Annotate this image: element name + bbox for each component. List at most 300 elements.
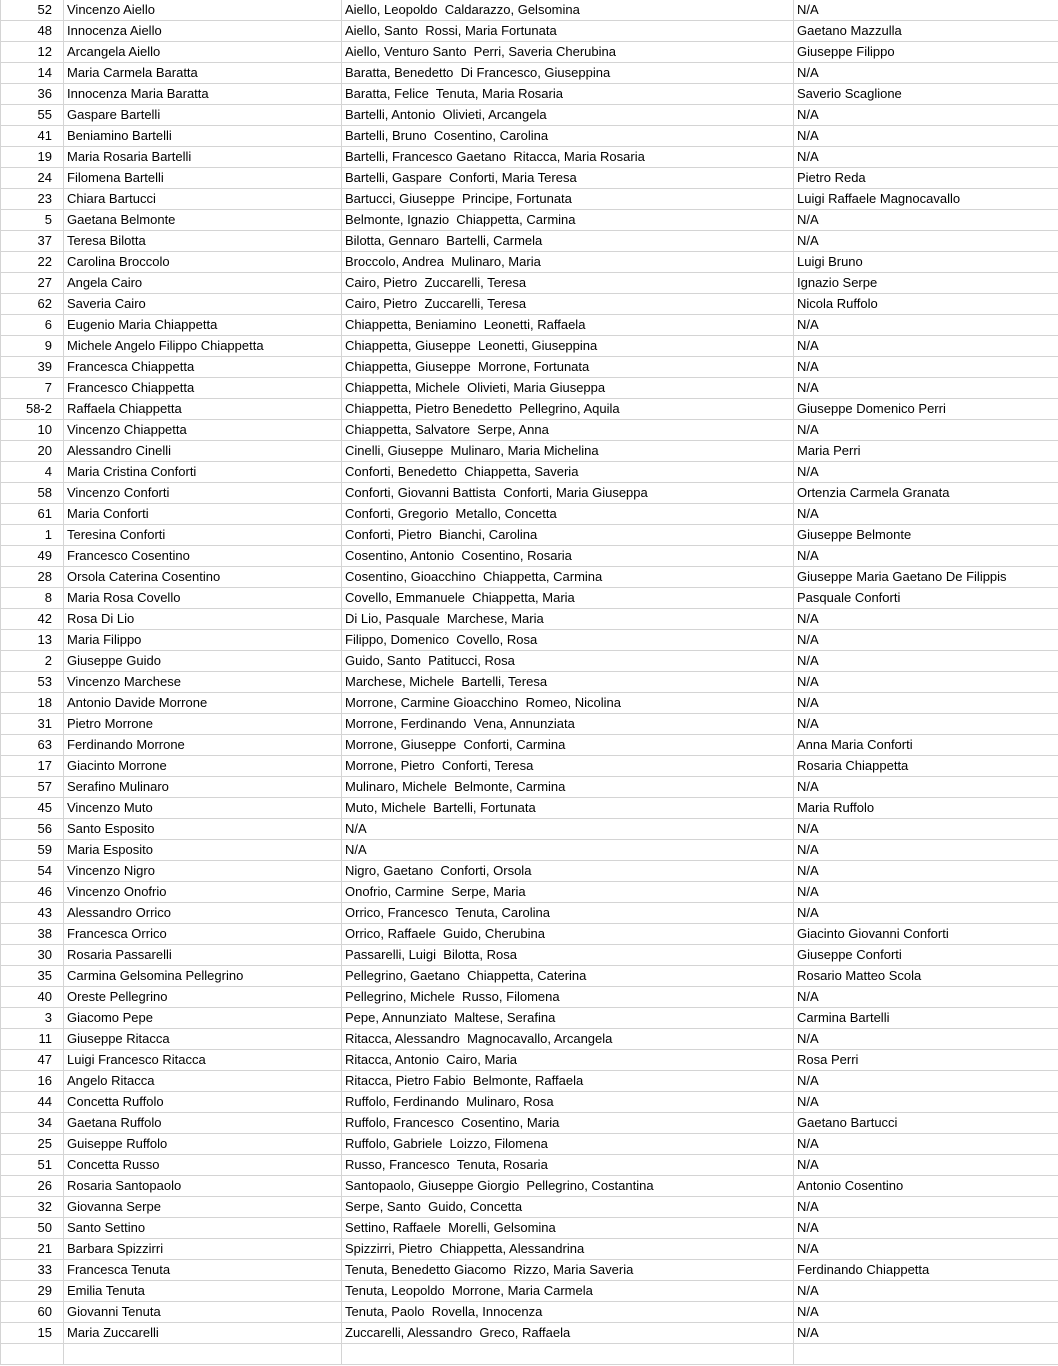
spouse-cell[interactable]: N/A [794, 1302, 1058, 1323]
table-row [1, 441, 1058, 462]
parents-cell[interactable]: Conforti, Pietro Bianchi, Carolina [342, 525, 794, 546]
record-id-cell[interactable]: 19 [1, 147, 64, 168]
person-name-cell[interactable]: Antonio Davide Morrone [64, 693, 342, 714]
parents-cell[interactable]: Orrico, Francesco Tenuta, Carolina [342, 903, 794, 924]
parents-cell[interactable]: Morrone, Giuseppe Conforti, Carmina [342, 735, 794, 756]
spouse-cell[interactable]: Giuseppe Maria Gaetano De Filippis [794, 567, 1058, 588]
person-name-cell[interactable]: Gaspare Bartelli [64, 105, 342, 126]
parents-cell[interactable]: Chiappetta, Salvatore Serpe, Anna [342, 420, 794, 441]
parents-cell[interactable]: Cairo, Pietro Zuccarelli, Teresa [342, 273, 794, 294]
spouse-cell[interactable]: N/A [794, 504, 1058, 525]
parents-cell[interactable]: Serpe, Santo Guido, Concetta [342, 1197, 794, 1218]
record-id-cell[interactable]: 32 [1, 1197, 64, 1218]
person-name-cell[interactable]: Ferdinando Morrone [64, 735, 342, 756]
record-id-cell[interactable]: 51 [1, 1155, 64, 1176]
table-row [1, 546, 1058, 567]
spouse-cell[interactable]: N/A [794, 147, 1058, 168]
table-row [1, 294, 1058, 315]
person-name-cell[interactable]: Giacomo Pepe [64, 1008, 342, 1029]
parents-cell[interactable]: Pellegrino, Gaetano Chiappetta, Caterina [342, 966, 794, 987]
parents-cell[interactable]: Aiello, Leopoldo Caldarazzo, Gelsomina [342, 0, 794, 21]
person-name-cell[interactable]: Rosaria Santopaolo [64, 1176, 342, 1197]
spouse-cell[interactable]: N/A [794, 777, 1058, 798]
record-id-cell[interactable]: 63 [1, 735, 64, 756]
person-name-cell[interactable]: Maria Filippo [64, 630, 342, 651]
spouse-cell[interactable]: N/A [794, 1155, 1058, 1176]
record-id-cell[interactable]: 59 [1, 840, 64, 861]
record-id-cell[interactable]: 8 [1, 588, 64, 609]
spouse-cell[interactable]: N/A [794, 1218, 1058, 1239]
table-row [1, 1344, 1058, 1365]
spouse-cell[interactable]: N/A [794, 1323, 1058, 1344]
person-name-cell[interactable]: Vincenzo Marchese [64, 672, 342, 693]
parents-cell[interactable]: Ritacca, Antonio Cairo, Maria [342, 1050, 794, 1071]
spouse-cell[interactable]: N/A [794, 651, 1058, 672]
person-name-cell[interactable]: Innocenza Aiello [64, 21, 342, 42]
table-row [1, 903, 1058, 924]
spouse-cell[interactable]: N/A [794, 0, 1058, 21]
spouse-cell[interactable]: Luigi Bruno [794, 252, 1058, 273]
record-id-cell[interactable]: 25 [1, 1134, 64, 1155]
record-id-cell[interactable]: 21 [1, 1239, 64, 1260]
parents-cell[interactable]: Tenuta, Benedetto Giacomo Rizzo, Maria Saveria [342, 1260, 794, 1281]
record-id-cell[interactable]: 55 [1, 105, 64, 126]
table-row [1, 84, 1058, 105]
person-name-cell[interactable]: Vincenzo Chiappetta [64, 420, 342, 441]
person-name-cell[interactable]: Filomena Bartelli [64, 168, 342, 189]
record-id-cell[interactable]: 30 [1, 945, 64, 966]
person-name-cell[interactable]: Guiseppe Ruffolo [64, 1134, 342, 1155]
spouse-cell[interactable]: N/A [794, 630, 1058, 651]
spouse-cell[interactable]: N/A [794, 357, 1058, 378]
parents-cell[interactable]: Conforti, Giovanni Battista Conforti, Maria Giuseppa [342, 483, 794, 504]
spouse-cell[interactable] [794, 1344, 1058, 1365]
parents-cell[interactable]: Guido, Santo Patitucci, Rosa [342, 651, 794, 672]
record-id-cell[interactable]: 7 [1, 378, 64, 399]
person-name-cell[interactable]: Carmina Gelsomina Pellegrino [64, 966, 342, 987]
person-name-cell[interactable]: Francesco Cosentino [64, 546, 342, 567]
parents-cell[interactable]: Morrone, Ferdinando Vena, Annunziata [342, 714, 794, 735]
parents-cell[interactable]: Bartelli, Gaspare Conforti, Maria Teresa [342, 168, 794, 189]
person-name-cell[interactable]: Saveria Cairo [64, 294, 342, 315]
record-id-cell[interactable]: 10 [1, 420, 64, 441]
table-row [1, 483, 1058, 504]
spouse-cell[interactable]: N/A [794, 1197, 1058, 1218]
record-id-cell[interactable]: 6 [1, 315, 64, 336]
table-row [1, 357, 1058, 378]
parents-cell[interactable]: Ritacca, Pietro Fabio Belmonte, Raffaela [342, 1071, 794, 1092]
person-name-cell[interactable]: Vincenzo Muto [64, 798, 342, 819]
person-name-cell[interactable]: Orsola Caterina Cosentino [64, 567, 342, 588]
person-name-cell[interactable]: Francesco Chiappetta [64, 378, 342, 399]
parents-cell[interactable]: Baratta, Benedetto Di Francesco, Giuseppina [342, 63, 794, 84]
table-row [1, 1323, 1058, 1344]
table-row [1, 924, 1058, 945]
parents-cell[interactable]: Ritacca, Alessandro Magnocavallo, Arcangela [342, 1029, 794, 1050]
spouse-cell[interactable]: Pasquale Conforti [794, 588, 1058, 609]
table-row [1, 336, 1058, 357]
spouse-cell[interactable]: Pietro Reda [794, 168, 1058, 189]
person-name-cell[interactable]: Raffaela Chiappetta [64, 399, 342, 420]
spouse-cell[interactable]: Maria Ruffolo [794, 798, 1058, 819]
person-name-cell[interactable]: Giacinto Morrone [64, 756, 342, 777]
record-id-cell[interactable]: 41 [1, 126, 64, 147]
person-name-cell[interactable]: Eugenio Maria Chiappetta [64, 315, 342, 336]
parents-cell[interactable]: Settino, Raffaele Morelli, Gelsomina [342, 1218, 794, 1239]
person-name-cell[interactable]: Maria Rosa Covello [64, 588, 342, 609]
parents-cell[interactable]: Marchese, Michele Bartelli, Teresa [342, 672, 794, 693]
parents-cell[interactable]: Covello, Emmanuele Chiappetta, Maria [342, 588, 794, 609]
person-name-cell[interactable]: Rosaria Passarelli [64, 945, 342, 966]
person-name-cell[interactable]: Alessandro Cinelli [64, 441, 342, 462]
spouse-cell[interactable]: Ortenzia Carmela Granata [794, 483, 1058, 504]
person-name-cell[interactable]: Concetta Russo [64, 1155, 342, 1176]
parents-cell[interactable]: Cinelli, Giuseppe Mulinaro, Maria Michelina [342, 441, 794, 462]
spouse-cell[interactable]: N/A [794, 840, 1058, 861]
parents-cell[interactable]: Nigro, Gaetano Conforti, Orsola [342, 861, 794, 882]
record-id-cell[interactable]: 20 [1, 441, 64, 462]
spouse-cell[interactable]: Giuseppe Filippo [794, 42, 1058, 63]
spouse-cell[interactable]: Rosaria Chiappetta [794, 756, 1058, 777]
record-id-cell[interactable]: 29 [1, 1281, 64, 1302]
person-name-cell[interactable]: Giuseppe Ritacca [64, 1029, 342, 1050]
record-id-cell[interactable]: 62 [1, 294, 64, 315]
parents-cell[interactable]: Chiappetta, Michele Olivieti, Maria Giuseppa [342, 378, 794, 399]
person-name-cell[interactable]: Arcangela Aiello [64, 42, 342, 63]
person-name-cell[interactable]: Vincenzo Conforti [64, 483, 342, 504]
record-id-cell[interactable]: 31 [1, 714, 64, 735]
record-id-cell[interactable]: 4 [1, 462, 64, 483]
table-row [1, 861, 1058, 882]
record-id-cell[interactable]: 47 [1, 1050, 64, 1071]
spouse-cell[interactable]: N/A [794, 987, 1058, 1008]
spouse-cell[interactable]: Giacinto Giovanni Conforti [794, 924, 1058, 945]
parents-cell[interactable]: Pepe, Annunziato Maltese, Serafina [342, 1008, 794, 1029]
parents-cell[interactable]: Passarelli, Luigi Bilotta, Rosa [342, 945, 794, 966]
record-id-cell[interactable]: 36 [1, 84, 64, 105]
record-id-cell[interactable]: 56 [1, 819, 64, 840]
spouse-cell[interactable]: N/A [794, 210, 1058, 231]
person-name-cell[interactable]: Teresa Bilotta [64, 231, 342, 252]
spouse-cell[interactable]: Saverio Scaglione [794, 84, 1058, 105]
person-name-cell[interactable]: Giuseppe Guido [64, 651, 342, 672]
records-table-body [1, 0, 1058, 1365]
person-name-cell[interactable]: Rosa Di Lio [64, 609, 342, 630]
table-row [1, 1155, 1058, 1176]
record-id-cell[interactable]: 53 [1, 672, 64, 693]
parents-cell[interactable]: Orrico, Raffaele Guido, Cherubina [342, 924, 794, 945]
record-id-cell[interactable]: 34 [1, 1113, 64, 1134]
record-id-cell[interactable]: 58-2 [1, 399, 64, 420]
person-name-cell[interactable]: Vincenzo Aiello [64, 0, 342, 21]
record-id-cell[interactable]: 45 [1, 798, 64, 819]
parents-cell[interactable]: Conforti, Gregorio Metallo, Concetta [342, 504, 794, 525]
spouse-cell[interactable]: N/A [794, 315, 1058, 336]
table-row [1, 1050, 1058, 1071]
parents-cell[interactable]: Ruffolo, Gabriele Loizzo, Filomena [342, 1134, 794, 1155]
person-name-cell[interactable]: Maria Zuccarelli [64, 1323, 342, 1344]
table-row [1, 126, 1058, 147]
parents-cell[interactable]: Cosentino, Antonio Cosentino, Rosaria [342, 546, 794, 567]
table-row [1, 315, 1058, 336]
person-name-cell[interactable] [64, 1344, 342, 1365]
spouse-cell[interactable]: N/A [794, 1281, 1058, 1302]
parents-cell[interactable]: Di Lio, Pasquale Marchese, Maria [342, 609, 794, 630]
parents-cell[interactable] [342, 1344, 794, 1365]
record-id-cell[interactable]: 50 [1, 1218, 64, 1239]
record-id-cell[interactable]: 35 [1, 966, 64, 987]
table-row [1, 609, 1058, 630]
record-id-cell[interactable]: 11 [1, 1029, 64, 1050]
spouse-cell[interactable]: Giuseppe Belmonte [794, 525, 1058, 546]
record-id-cell[interactable]: 5 [1, 210, 64, 231]
record-id-cell[interactable]: 58 [1, 483, 64, 504]
person-name-cell[interactable]: Angela Cairo [64, 273, 342, 294]
table-row [1, 525, 1058, 546]
record-id-cell[interactable]: 16 [1, 1071, 64, 1092]
table-row [1, 21, 1058, 42]
person-name-cell[interactable]: Santo Settino [64, 1218, 342, 1239]
spouse-cell[interactable]: Ignazio Serpe [794, 273, 1058, 294]
spouse-cell[interactable]: N/A [794, 1029, 1058, 1050]
table-row [1, 1260, 1058, 1281]
record-id-cell[interactable]: 57 [1, 777, 64, 798]
table-row [1, 1071, 1058, 1092]
parents-cell[interactable]: Cairo, Pietro Zuccarelli, Teresa [342, 294, 794, 315]
spouse-cell[interactable]: N/A [794, 105, 1058, 126]
parents-cell[interactable]: Ruffolo, Ferdinando Mulinaro, Rosa [342, 1092, 794, 1113]
spouse-cell[interactable]: N/A [794, 462, 1058, 483]
table-row [1, 168, 1058, 189]
parents-cell[interactable]: Tenuta, Paolo Rovella, Innocenza [342, 1302, 794, 1323]
spouse-cell[interactable]: N/A [794, 63, 1058, 84]
spouse-cell[interactable]: N/A [794, 546, 1058, 567]
spouse-cell[interactable]: N/A [794, 672, 1058, 693]
spouse-cell[interactable]: N/A [794, 1092, 1058, 1113]
parents-cell[interactable]: N/A [342, 819, 794, 840]
parents-cell[interactable]: Bartelli, Francesco Gaetano Ritacca, Maria Rosaria [342, 147, 794, 168]
record-id-cell[interactable]: 52 [1, 0, 64, 21]
person-name-cell[interactable]: Oreste Pellegrino [64, 987, 342, 1008]
spouse-cell[interactable]: Carmina Bartelli [794, 1008, 1058, 1029]
parents-cell[interactable]: Chiappetta, Pietro Benedetto Pellegrino, Aquila [342, 399, 794, 420]
record-id-cell[interactable]: 49 [1, 546, 64, 567]
record-id-cell[interactable]: 23 [1, 189, 64, 210]
record-id-cell[interactable]: 43 [1, 903, 64, 924]
table-row [1, 105, 1058, 126]
table-row [1, 630, 1058, 651]
spouse-cell[interactable]: Antonio Cosentino [794, 1176, 1058, 1197]
person-name-cell[interactable]: Serafino Mulinaro [64, 777, 342, 798]
record-id-cell[interactable]: 42 [1, 609, 64, 630]
person-name-cell[interactable]: Gaetana Ruffolo [64, 1113, 342, 1134]
record-id-cell[interactable]: 1 [1, 525, 64, 546]
table-row [1, 462, 1058, 483]
person-name-cell[interactable]: Concetta Ruffolo [64, 1092, 342, 1113]
record-id-cell[interactable]: 39 [1, 357, 64, 378]
spouse-cell[interactable]: Gaetano Bartucci [794, 1113, 1058, 1134]
person-name-cell[interactable]: Giovanni Tenuta [64, 1302, 342, 1323]
person-name-cell[interactable]: Maria Conforti [64, 504, 342, 525]
parents-cell[interactable]: Conforti, Benedetto Chiappetta, Saveria [342, 462, 794, 483]
record-id-cell[interactable]: 24 [1, 168, 64, 189]
person-name-cell[interactable]: Innocenza Maria Baratta [64, 84, 342, 105]
record-id-cell[interactable]: 44 [1, 1092, 64, 1113]
table-row [1, 147, 1058, 168]
person-name-cell[interactable]: Teresina Conforti [64, 525, 342, 546]
table-row [1, 1197, 1058, 1218]
parents-cell[interactable]: Muto, Michele Bartelli, Fortunata [342, 798, 794, 819]
person-name-cell[interactable]: Barbara Spizzirri [64, 1239, 342, 1260]
spouse-cell[interactable]: N/A [794, 882, 1058, 903]
spouse-cell[interactable]: N/A [794, 336, 1058, 357]
record-id-cell[interactable]: 37 [1, 231, 64, 252]
person-name-cell[interactable]: Maria Esposito [64, 840, 342, 861]
parents-cell[interactable]: Bartelli, Bruno Cosentino, Carolina [342, 126, 794, 147]
record-id-cell[interactable]: 60 [1, 1302, 64, 1323]
table-row [1, 378, 1058, 399]
spouse-cell[interactable]: Luigi Raffaele Magnocavallo [794, 189, 1058, 210]
table-row [1, 567, 1058, 588]
record-id-cell[interactable]: 26 [1, 1176, 64, 1197]
person-name-cell[interactable]: Luigi Francesco Ritacca [64, 1050, 342, 1071]
parents-cell[interactable]: Russo, Francesco Tenuta, Rosaria [342, 1155, 794, 1176]
spouse-cell[interactable]: N/A [794, 861, 1058, 882]
spouse-cell[interactable]: Giuseppe Domenico Perri [794, 399, 1058, 420]
spouse-cell[interactable]: Rosario Matteo Scola [794, 966, 1058, 987]
person-name-cell[interactable]: Alessandro Orrico [64, 903, 342, 924]
record-id-cell[interactable]: 27 [1, 273, 64, 294]
parents-cell[interactable]: Chiappetta, Giuseppe Leonetti, Giuseppina [342, 336, 794, 357]
parents-cell[interactable]: Spizzirri, Pietro Chiappetta, Alessandrina [342, 1239, 794, 1260]
spouse-cell[interactable]: N/A [794, 693, 1058, 714]
person-name-cell[interactable]: Santo Esposito [64, 819, 342, 840]
spouse-cell[interactable]: Giuseppe Conforti [794, 945, 1058, 966]
person-name-cell[interactable]: Pietro Morrone [64, 714, 342, 735]
table-row [1, 819, 1058, 840]
parents-cell[interactable]: Tenuta, Leopoldo Morrone, Maria Carmela [342, 1281, 794, 1302]
parents-cell[interactable]: Zuccarelli, Alessandro Greco, Raffaela [342, 1323, 794, 1344]
parents-cell[interactable]: Aiello, Santo Rossi, Maria Fortunata [342, 21, 794, 42]
person-name-cell[interactable]: Angelo Ritacca [64, 1071, 342, 1092]
spouse-cell[interactable]: N/A [794, 231, 1058, 252]
parents-cell[interactable]: Bartelli, Antonio Olivieti, Arcangela [342, 105, 794, 126]
parents-cell[interactable]: Morrone, Carmine Gioacchino Romeo, Nicolina [342, 693, 794, 714]
record-id-cell[interactable]: 54 [1, 861, 64, 882]
record-id-cell[interactable]: 17 [1, 756, 64, 777]
parents-cell[interactable]: Chiappetta, Giuseppe Morrone, Fortunata [342, 357, 794, 378]
spouse-cell[interactable]: N/A [794, 378, 1058, 399]
record-id-cell[interactable]: 9 [1, 336, 64, 357]
parents-cell[interactable]: Belmonte, Ignazio Chiappetta, Carmina [342, 210, 794, 231]
spouse-cell[interactable]: Nicola Ruffolo [794, 294, 1058, 315]
spouse-cell[interactable]: Maria Perri [794, 441, 1058, 462]
parents-cell[interactable]: Aiello, Venturo Santo Perri, Saveria Cherubina [342, 42, 794, 63]
person-name-cell[interactable]: Maria Cristina Conforti [64, 462, 342, 483]
record-id-cell[interactable]: 61 [1, 504, 64, 525]
table-row [1, 987, 1058, 1008]
record-id-cell[interactable] [1, 1344, 64, 1365]
parents-cell[interactable]: Baratta, Felice Tenuta, Maria Rosaria [342, 84, 794, 105]
spouse-cell[interactable]: N/A [794, 1239, 1058, 1260]
record-id-cell[interactable]: 33 [1, 1260, 64, 1281]
record-id-cell[interactable]: 22 [1, 252, 64, 273]
person-name-cell[interactable]: Giovanna Serpe [64, 1197, 342, 1218]
record-id-cell[interactable]: 12 [1, 42, 64, 63]
record-id-cell[interactable]: 38 [1, 924, 64, 945]
parents-cell[interactable]: Bilotta, Gennaro Bartelli, Carmela [342, 231, 794, 252]
spouse-cell[interactable]: Gaetano Mazzulla [794, 21, 1058, 42]
parents-cell[interactable]: Bartucci, Giuseppe Principe, Fortunata [342, 189, 794, 210]
parents-cell[interactable]: N/A [342, 840, 794, 861]
record-id-cell[interactable]: 14 [1, 63, 64, 84]
table-row [1, 651, 1058, 672]
spouse-cell[interactable]: N/A [794, 903, 1058, 924]
spouse-cell[interactable]: Rosa Perri [794, 1050, 1058, 1071]
table-row [1, 693, 1058, 714]
record-id-cell[interactable]: 18 [1, 693, 64, 714]
spouse-cell[interactable]: Anna Maria Conforti [794, 735, 1058, 756]
person-name-cell[interactable]: Vincenzo Onofrio [64, 882, 342, 903]
record-id-cell[interactable]: 2 [1, 651, 64, 672]
record-id-cell[interactable]: 40 [1, 987, 64, 1008]
parents-cell[interactable]: Mulinaro, Michele Belmonte, Carmina [342, 777, 794, 798]
record-id-cell[interactable]: 13 [1, 630, 64, 651]
spouse-cell[interactable]: N/A [794, 819, 1058, 840]
person-name-cell[interactable]: Maria Rosaria Bartelli [64, 147, 342, 168]
record-id-cell[interactable]: 48 [1, 21, 64, 42]
spouse-cell[interactable]: N/A [794, 714, 1058, 735]
table-row [1, 1134, 1058, 1155]
parents-cell[interactable]: Filippo, Domenico Covello, Rosa [342, 630, 794, 651]
spouse-cell[interactable]: N/A [794, 126, 1058, 147]
table-row [1, 273, 1058, 294]
parents-cell[interactable]: Morrone, Pietro Conforti, Teresa [342, 756, 794, 777]
spouse-cell[interactable]: Ferdinando Chiappetta [794, 1260, 1058, 1281]
person-name-cell[interactable]: Francesca Tenuta [64, 1260, 342, 1281]
person-name-cell[interactable]: Francesca Orrico [64, 924, 342, 945]
spouse-cell[interactable]: N/A [794, 1134, 1058, 1155]
record-id-cell[interactable]: 15 [1, 1323, 64, 1344]
person-name-cell[interactable]: Carolina Broccolo [64, 252, 342, 273]
parents-cell[interactable]: Cosentino, Gioacchino Chiappetta, Carmina [342, 567, 794, 588]
spouse-cell[interactable]: N/A [794, 1071, 1058, 1092]
table-row [1, 1008, 1058, 1029]
parents-cell[interactable]: Pellegrino, Michele Russo, Filomena [342, 987, 794, 1008]
table-row [1, 1302, 1058, 1323]
table-row [1, 399, 1058, 420]
person-name-cell[interactable]: Michele Angelo Filippo Chiappetta [64, 336, 342, 357]
parents-cell[interactable]: Chiappetta, Beniamino Leonetti, Raffaela [342, 315, 794, 336]
parents-cell[interactable]: Santopaolo, Giuseppe Giorgio Pellegrino, Costantina [342, 1176, 794, 1197]
person-name-cell[interactable]: Chiara Bartucci [64, 189, 342, 210]
parents-cell[interactable]: Onofrio, Carmine Serpe, Maria [342, 882, 794, 903]
person-name-cell[interactable]: Maria Carmela Baratta [64, 63, 342, 84]
parents-cell[interactable]: Broccolo, Andrea Mulinaro, Maria [342, 252, 794, 273]
record-id-cell[interactable]: 3 [1, 1008, 64, 1029]
person-name-cell[interactable]: Francesca Chiappetta [64, 357, 342, 378]
record-id-cell[interactable]: 46 [1, 882, 64, 903]
parents-cell[interactable]: Ruffolo, Francesco Cosentino, Maria [342, 1113, 794, 1134]
spouse-cell[interactable]: N/A [794, 609, 1058, 630]
person-name-cell[interactable]: Gaetana Belmonte [64, 210, 342, 231]
person-name-cell[interactable]: Beniamino Bartelli [64, 126, 342, 147]
record-id-cell[interactable]: 28 [1, 567, 64, 588]
person-name-cell[interactable]: Vincenzo Nigro [64, 861, 342, 882]
person-name-cell[interactable]: Emilia Tenuta [64, 1281, 342, 1302]
spouse-cell[interactable]: N/A [794, 420, 1058, 441]
table-row [1, 840, 1058, 861]
